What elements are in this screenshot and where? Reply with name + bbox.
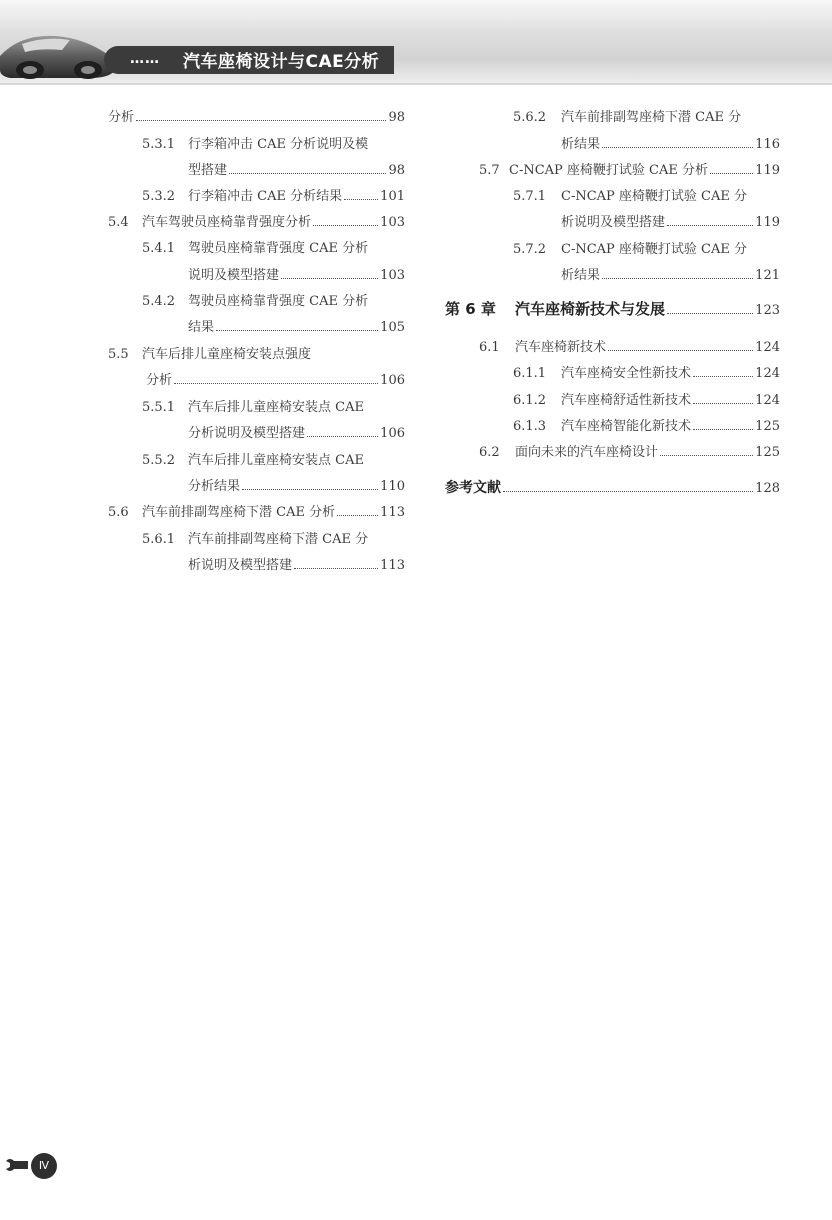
page-number-badge: Ⅳ — [31, 1153, 57, 1179]
toc-entry-number: 5.3.2 — [142, 189, 176, 204]
leader-dots — [216, 321, 378, 331]
toc-entry-number: 5.6.1 — [142, 532, 176, 547]
leader-dots — [344, 190, 378, 200]
toc-entry-text: 析结果 — [561, 268, 601, 283]
leader-dots — [667, 304, 753, 314]
toc-entry-text: 汽车前排副驾座椅下潜 CAE 分 — [188, 532, 369, 547]
leader-dots — [307, 427, 378, 437]
toc-entry[interactable] — [142, 449, 364, 467]
toc-entry-text: 汽车后排儿童座椅安装点 CAE — [188, 400, 364, 415]
toc-entry-text: 析结果 — [561, 137, 601, 152]
toc-chapter-number: 第 6 章 — [445, 300, 496, 318]
toc-entry-page: 98 — [388, 163, 405, 178]
toc-entry-text: 汽车座椅新技术 — [515, 340, 607, 355]
toc-entry[interactable] — [561, 133, 780, 151]
sports-car-icon — [0, 26, 120, 80]
toc-entry-text: C-NCAP 座椅鞭打试验 CAE 分 — [561, 242, 748, 257]
toc-chapter-entry[interactable] — [445, 298, 780, 316]
toc-references-title: 参考文献 — [445, 480, 501, 496]
toc-entry-number: 6.1 — [479, 340, 500, 355]
toc-entry-number: 5.6.2 — [513, 110, 547, 125]
toc-entry-page: 113 — [380, 558, 405, 573]
toc-entry-page: 125 — [755, 419, 780, 434]
toc-entry[interactable] — [513, 106, 741, 124]
leader-dots — [136, 111, 386, 121]
toc-entry-number: 5.4.1 — [142, 241, 176, 256]
toc-entry-page: 105 — [380, 320, 405, 335]
title-dots: …… — [130, 51, 160, 67]
toc-entry[interactable] — [146, 369, 405, 387]
toc-entry-page: 113 — [380, 505, 405, 520]
toc-entry[interactable] — [479, 441, 780, 459]
toc-entry-number: 5.5.2 — [142, 453, 176, 468]
leader-dots — [242, 480, 378, 490]
toc-entry-page: 98 — [388, 110, 405, 125]
leader-dots — [602, 138, 753, 148]
toc-entry[interactable] — [142, 396, 364, 414]
toc-entry[interactable] — [142, 133, 368, 151]
toc-entry[interactable] — [513, 185, 747, 203]
toc-entry-number: 5.4.2 — [142, 294, 176, 309]
toc-entry-number: 5.7 — [479, 163, 500, 178]
toc-entry-text: 汽车后排儿童座椅安装点强度 — [142, 347, 312, 362]
toc-entry[interactable] — [108, 211, 405, 229]
toc-entry-page: 121 — [755, 268, 780, 283]
toc-entry-text: 行李箱冲击 CAE 分析说明及模 — [188, 137, 369, 152]
leader-dots — [710, 164, 753, 174]
leader-dots — [503, 482, 753, 492]
leader-dots — [602, 269, 753, 279]
toc-entry-text: 分析 — [108, 110, 135, 125]
toc-entry[interactable] — [513, 389, 780, 407]
toc-entry[interactable] — [513, 415, 780, 433]
toc-entry[interactable] — [188, 554, 405, 572]
toc-entry[interactable] — [108, 343, 311, 361]
toc-entry[interactable] — [513, 238, 747, 256]
toc-entry-text: 析说明及模型搭建 — [188, 558, 293, 573]
toc-entry[interactable] — [188, 422, 405, 440]
toc-entry-number: 6.2 — [479, 445, 500, 460]
toc-entry-page: 101 — [380, 189, 405, 204]
toc-entry-number: 5.6 — [108, 505, 129, 520]
leader-dots — [337, 506, 378, 516]
leader-dots — [693, 367, 753, 377]
toc-entry-page: 128 — [755, 481, 780, 496]
toc-entry-page: 103 — [380, 268, 405, 283]
toc-entry-number: 5.7.2 — [513, 242, 547, 257]
leader-dots — [608, 341, 753, 351]
leader-dots — [174, 374, 378, 384]
toc-entry-text: 说明及模型搭建 — [188, 268, 280, 283]
toc-entry-page: 106 — [380, 426, 405, 441]
toc-entry-text: 汽车座椅舒适性新技术 — [561, 393, 692, 408]
leader-dots — [667, 216, 753, 226]
toc-entry-number: 5.7.1 — [513, 189, 547, 204]
leader-dots — [294, 559, 378, 569]
toc-entry-text: 汽车座椅智能化新技术 — [561, 419, 692, 434]
toc-entry[interactable] — [188, 264, 405, 282]
toc-entry-text: 型搭建 — [188, 163, 228, 178]
leader-dots — [281, 269, 378, 279]
toc-entry-number: 6.1.3 — [513, 419, 547, 434]
wrench-icon — [4, 1152, 34, 1178]
toc-entry-text: 汽车后排儿童座椅安装点 CAE — [188, 453, 364, 468]
leader-dots — [229, 164, 386, 174]
toc-entry-text: 行李箱冲击 CAE 分析结果 — [188, 189, 343, 204]
toc-entry-page: 116 — [755, 137, 780, 152]
toc-entry[interactable] — [142, 528, 368, 546]
toc-entry-text: 分析结果 — [188, 479, 241, 494]
toc-entry[interactable] — [108, 106, 405, 124]
toc-entry[interactable] — [561, 211, 780, 229]
toc-entry-page: 124 — [755, 340, 780, 355]
toc-entry[interactable] — [142, 237, 368, 255]
toc-entry[interactable] — [479, 159, 780, 177]
toc-entry-text: 驾驶员座椅靠背强度 CAE 分析 — [188, 294, 369, 309]
book-title: 汽车座椅设计与CAE分析 — [183, 52, 380, 72]
leader-dots — [693, 394, 753, 404]
toc-entry[interactable] — [513, 362, 780, 380]
toc-references-entry[interactable] — [445, 477, 780, 495]
toc-entry[interactable] — [188, 159, 405, 177]
toc-entry[interactable] — [142, 290, 368, 308]
toc-entry-page: 110 — [380, 479, 405, 494]
toc-entry-text: C-NCAP 座椅鞭打试验 CAE 分 — [561, 189, 748, 204]
toc-entry-text: 汽车前排副驾座椅下潜 CAE 分 — [561, 110, 742, 125]
toc-entry-text: 汽车座椅安全性新技术 — [561, 366, 692, 381]
page-header — [0, 0, 832, 85]
toc-entry-text: 汽车前排副驾座椅下潜 CAE 分析 — [142, 505, 336, 520]
toc-entry[interactable] — [108, 501, 405, 519]
toc-entry-text: 驾驶员座椅靠背强度 CAE 分析 — [188, 241, 369, 256]
leader-dots — [660, 446, 753, 456]
toc-entry-page: 124 — [755, 366, 780, 381]
toc-entry-page: 119 — [755, 163, 780, 178]
toc-entry-text: 析说明及模型搭建 — [561, 215, 666, 230]
toc-entry-number: 5.3.1 — [142, 137, 176, 152]
toc-entry-number: 5.4 — [108, 215, 129, 230]
toc-entry-page: 103 — [380, 215, 405, 230]
toc-entry-number: 6.1.2 — [513, 393, 547, 408]
toc-entry[interactable] — [561, 264, 780, 282]
toc-entry-number: 5.5 — [108, 347, 129, 362]
toc-entry-page: 125 — [755, 445, 780, 460]
toc-chapter-title: 汽车座椅新技术与发展 — [515, 300, 666, 318]
toc-entry[interactable] — [479, 336, 780, 354]
toc-entry-text: 分析 — [146, 373, 173, 388]
toc-entry[interactable] — [142, 185, 405, 203]
toc-entry-text: 分析说明及模型搭建 — [188, 426, 306, 441]
toc-entry-page: 124 — [755, 393, 780, 408]
leader-dots — [693, 420, 753, 430]
toc-entry-text: 汽车驾驶员座椅靠背强度分析 — [142, 215, 312, 230]
leader-dots — [313, 216, 378, 226]
toc-entry-page: 123 — [755, 303, 780, 318]
toc-entry[interactable] — [188, 475, 405, 493]
toc-entry-text: 面向未来的汽车座椅设计 — [515, 445, 659, 460]
toc-entry[interactable] — [188, 316, 405, 334]
toc-entry-number: 6.1.1 — [513, 366, 547, 381]
toc-entry-page: 106 — [380, 373, 405, 388]
toc-entry-number: 5.5.1 — [142, 400, 176, 415]
toc-entry-text: C-NCAP 座椅鞭打试验 CAE 分析 — [509, 163, 709, 178]
toc-entry-page: 119 — [755, 215, 780, 230]
toc-entry-text: 结果 — [188, 320, 215, 335]
